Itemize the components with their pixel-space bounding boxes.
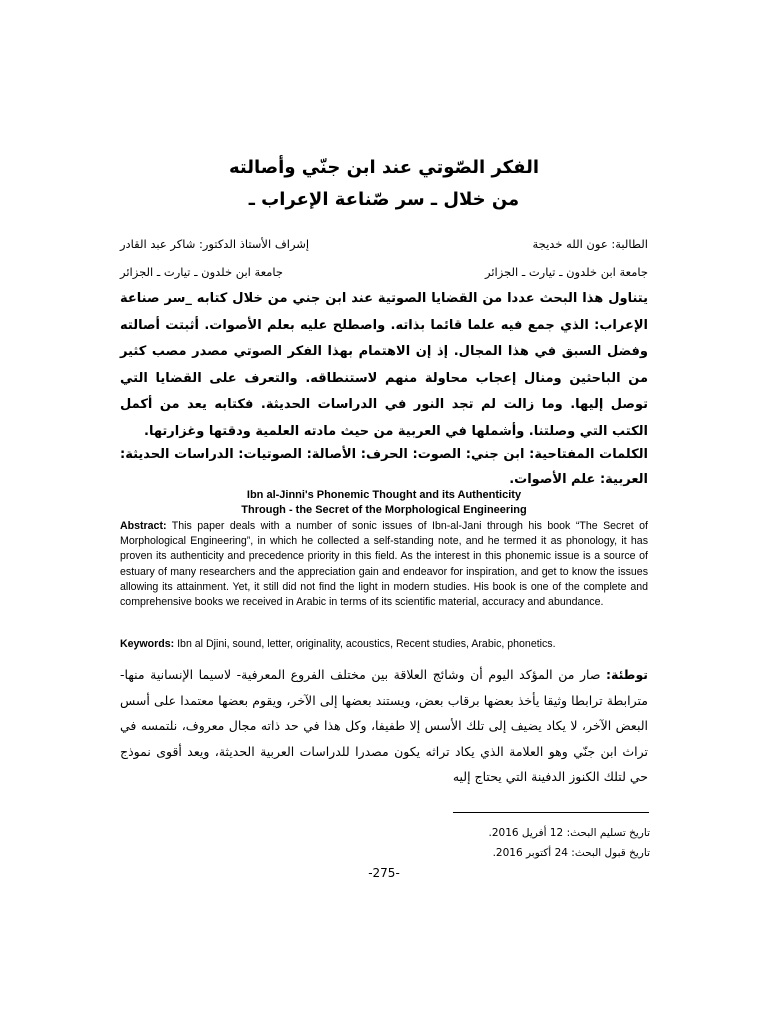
arabic-abstract: يتناول هذا البحث عددا من القضايا الصوتية عند ابن جني من خلال كتابه _سر صناعة الإعراب: الذي جمع فيه علما قائما بذاته. واصطلح عليه بعلم الأصوات. أثبتت أصالته وفضل السبق في هذا المجال. إذ إن الاهتمام بهذا الفكر الصوتي مصدر مصب كثير من الباحثين ومنال إعجاب محاولة منهم لاستنطاقه. والتعرف على القضايا التي توصل إليها. وما زالت لم تجد النور في الدراسات الحديثة. فكتابه يعد من أكمل الكتب التي وصلتنا. وأشملها في العربية من حيث مادته العلمية ودقتها وغزارتها. xyxy=(120,291,648,439)
authors-row xyxy=(120,237,648,251)
english-title-line-2: Through - the Secret of the Morphological Engineering xyxy=(241,504,527,516)
arabic-keywords: الكلمات المفتاحية: ابن جني: الصوت: الحرف: الأصالة: الصوتيات: الدراسات الحديثة: العربية: علم الأصوات. xyxy=(120,447,648,487)
supervisor-affiliation: جامعة ابن خلدون ـ تيارت ـ الجزائر xyxy=(120,265,284,279)
english-title-line-1: Ibn al-Jinni's Phonemic Thought and its Authenticity xyxy=(246,489,522,501)
footnote-divider xyxy=(453,812,649,813)
arabic-title-line-2: من خلال ـ سر صّناعة الإعراب ـ xyxy=(248,189,520,210)
student-affiliation: جامعة ابن خلدون ـ تيارت ـ الجزائر xyxy=(484,265,648,279)
arabic-introduction xyxy=(120,662,648,790)
abstract-label: Abstract: xyxy=(120,520,167,532)
keywords-text: Ibn al Djini, sound, letter, originality, acoustics, Recent studies, Arabic, phonetics. xyxy=(174,638,556,650)
english-keywords xyxy=(120,637,648,652)
supervisor-name: إشراف الأستاذ الدكتور: شاكر عبد القادر xyxy=(120,237,310,251)
abstract-text: This paper deals with a number of sonic issues of Ibn-al-Jani through his book “The Secret of Morphological Engineering”, in which he collected a self-standing note, and he termed it as phonology, it has proven its authenticity and precedence priority in this field. As the interest in this phonemic issue is a source of estuary of many researchers and the appreciation gain and endeavor for inspiration, and get to know the issues allowing its attainment. Yet, it still did not find the light in modern studies. His book is one of the complete and comprehensive books we received in Arabic in terms of its scientific material, accuracy and abundance. xyxy=(120,520,648,609)
arabic-title-line-1: الفكر الصّوتي عند ابن جنّي وأصالته xyxy=(228,157,540,178)
footnote-submission-date: تاريخ تسليم البحث: 12 أفريل 2016. xyxy=(488,827,650,839)
page-number: -275- xyxy=(368,866,400,880)
student-name: الطالبة: عون الله خديجة xyxy=(532,237,648,251)
english-abstract xyxy=(120,519,648,610)
keywords-label: Keywords: xyxy=(120,638,175,650)
introduction-text: صار من المؤكد اليوم أن وشائج العلاقة بين مختلف الفروع المعرفية- لاسيما الإنسانية منها- مترابطة ترابطا وثيقا يأخذ بعضها برقاب بعض، ويستند بعضها إلى الآخر، ويقوم بعضها معتمدا على أسس البعض الآخر، لا يكاد يضيف إلى تلك الأسس إلا طفيفا، وكل هذا في حد ذاته مجال معروف، نلتمسه في تراث ابن جنّي وهو العلامة الذي يكاد تراثه يكون مصدرا للدراسات العربية الحديثة، ويعد أقوى نموذج حي لتلك الكنوز الدفينة التي يحتاج إليه xyxy=(120,667,648,784)
footnote-acceptance-date: تاريخ قبول البحث: 24 أكتوبر 2016. xyxy=(492,847,650,859)
introduction-label: توطئة: xyxy=(606,667,648,682)
affiliations-row xyxy=(120,265,648,279)
